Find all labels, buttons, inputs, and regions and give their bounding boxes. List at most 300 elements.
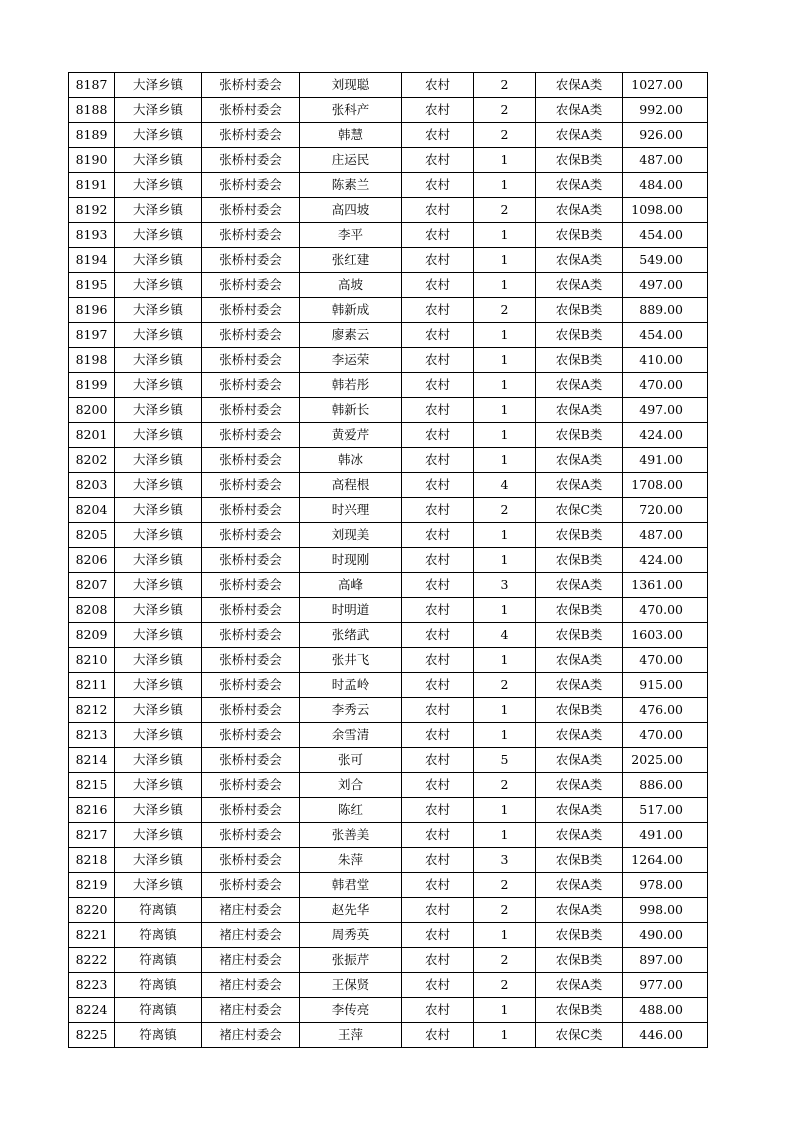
insurance-category-cell: 农保B类 (536, 423, 623, 448)
insurance-category-cell: 农保A类 (536, 573, 623, 598)
name-cell: 张善美 (300, 823, 402, 848)
insurance-category-cell: 农保B类 (536, 348, 623, 373)
household-size-cell: 2 (474, 198, 536, 223)
household-type-cell: 农村 (402, 998, 474, 1023)
amount-cell: 926.00 (623, 123, 708, 148)
serial-number-cell: 8190 (69, 148, 115, 173)
township-cell: 大泽乡镇 (115, 598, 202, 623)
serial-number-cell: 8209 (69, 623, 115, 648)
village-committee-cell: 张桥村委会 (202, 223, 300, 248)
amount-cell: 497.00 (623, 273, 708, 298)
household-size-cell: 4 (474, 623, 536, 648)
household-type-cell: 农村 (402, 248, 474, 273)
name-cell: 韩冰 (300, 448, 402, 473)
insurance-category-cell: 农保A类 (536, 98, 623, 123)
household-type-cell: 农村 (402, 773, 474, 798)
household-size-cell: 1 (474, 548, 536, 573)
serial-number-cell: 8201 (69, 423, 115, 448)
name-cell: 张振芹 (300, 948, 402, 973)
household-size-cell: 1 (474, 323, 536, 348)
table-row (69, 148, 708, 173)
household-size-cell: 1 (474, 148, 536, 173)
table-row (69, 773, 708, 798)
table-row (69, 448, 708, 473)
household-type-cell: 农村 (402, 673, 474, 698)
serial-number-cell: 8225 (69, 1023, 115, 1048)
household-type-cell: 农村 (402, 573, 474, 598)
township-cell: 符离镇 (115, 973, 202, 998)
household-type-cell: 农村 (402, 598, 474, 623)
amount-cell: 487.00 (623, 523, 708, 548)
township-cell: 大泽乡镇 (115, 148, 202, 173)
village-committee-cell: 张桥村委会 (202, 823, 300, 848)
serial-number-cell: 8223 (69, 973, 115, 998)
household-type-cell: 农村 (402, 473, 474, 498)
township-cell: 大泽乡镇 (115, 548, 202, 573)
amount-cell: 488.00 (623, 998, 708, 1023)
amount-cell: 497.00 (623, 398, 708, 423)
household-type-cell: 农村 (402, 698, 474, 723)
name-cell: 刘现聪 (300, 73, 402, 98)
household-type-cell: 农村 (402, 148, 474, 173)
amount-cell: 915.00 (623, 673, 708, 698)
table-row (69, 548, 708, 573)
serial-number-cell: 8195 (69, 273, 115, 298)
township-cell: 大泽乡镇 (115, 373, 202, 398)
serial-number-cell: 8193 (69, 223, 115, 248)
household-size-cell: 1 (474, 448, 536, 473)
household-type-cell: 农村 (402, 523, 474, 548)
township-cell: 符离镇 (115, 948, 202, 973)
table-row (69, 948, 708, 973)
village-committee-cell: 褚庄村委会 (202, 998, 300, 1023)
insurance-category-cell: 农保A类 (536, 798, 623, 823)
township-cell: 大泽乡镇 (115, 98, 202, 123)
household-size-cell: 1 (474, 398, 536, 423)
household-size-cell: 1 (474, 273, 536, 298)
table-row (69, 273, 708, 298)
household-type-cell: 农村 (402, 498, 474, 523)
table-row (69, 1023, 708, 1048)
insurance-category-cell: 农保A类 (536, 448, 623, 473)
household-type-cell: 农村 (402, 223, 474, 248)
insurance-category-cell: 农保A类 (536, 248, 623, 273)
serial-number-cell: 8196 (69, 298, 115, 323)
name-cell: 张科产 (300, 98, 402, 123)
name-cell: 张井飞 (300, 648, 402, 673)
serial-number-cell: 8208 (69, 598, 115, 623)
village-committee-cell: 张桥村委会 (202, 448, 300, 473)
village-committee-cell: 张桥村委会 (202, 373, 300, 398)
household-type-cell: 农村 (402, 648, 474, 673)
amount-cell: 2025.00 (623, 748, 708, 773)
household-size-cell: 1 (474, 248, 536, 273)
insurance-category-cell: 农保A类 (536, 773, 623, 798)
name-cell: 黄爱芹 (300, 423, 402, 448)
insurance-category-cell: 农保B类 (536, 523, 623, 548)
amount-cell: 424.00 (623, 423, 708, 448)
serial-number-cell: 8212 (69, 698, 115, 723)
amount-cell: 476.00 (623, 698, 708, 723)
serial-number-cell: 8219 (69, 873, 115, 898)
insurance-category-cell: 农保A类 (536, 648, 623, 673)
amount-cell: 470.00 (623, 373, 708, 398)
village-committee-cell: 褚庄村委会 (202, 923, 300, 948)
insurance-category-cell: 农保A类 (536, 823, 623, 848)
village-committee-cell: 张桥村委会 (202, 498, 300, 523)
household-size-cell: 2 (474, 498, 536, 523)
insurance-category-cell: 农保B类 (536, 548, 623, 573)
amount-cell: 978.00 (623, 873, 708, 898)
township-cell: 大泽乡镇 (115, 498, 202, 523)
household-type-cell: 农村 (402, 898, 474, 923)
village-committee-cell: 张桥村委会 (202, 748, 300, 773)
village-committee-cell: 张桥村委会 (202, 173, 300, 198)
village-committee-cell: 褚庄村委会 (202, 1023, 300, 1048)
name-cell: 张可 (300, 748, 402, 773)
name-cell: 韩若彤 (300, 373, 402, 398)
table-row (69, 573, 708, 598)
name-cell: 时兴理 (300, 498, 402, 523)
amount-cell: 1264.00 (623, 848, 708, 873)
table-row (69, 323, 708, 348)
village-committee-cell: 张桥村委会 (202, 473, 300, 498)
amount-cell: 998.00 (623, 898, 708, 923)
serial-number-cell: 8217 (69, 823, 115, 848)
household-size-cell: 1 (474, 648, 536, 673)
amount-cell: 889.00 (623, 298, 708, 323)
village-committee-cell: 张桥村委会 (202, 423, 300, 448)
table-row (69, 823, 708, 848)
household-type-cell: 农村 (402, 73, 474, 98)
village-committee-cell: 张桥村委会 (202, 323, 300, 348)
serial-number-cell: 8205 (69, 523, 115, 548)
township-cell: 大泽乡镇 (115, 73, 202, 98)
household-type-cell: 农村 (402, 548, 474, 573)
household-type-cell: 农村 (402, 123, 474, 148)
household-size-cell: 1 (474, 698, 536, 723)
amount-cell: 490.00 (623, 923, 708, 948)
household-type-cell: 农村 (402, 423, 474, 448)
roster-body (69, 73, 708, 1048)
village-committee-cell: 张桥村委会 (202, 298, 300, 323)
insurance-category-cell: 农保A类 (536, 473, 623, 498)
amount-cell: 886.00 (623, 773, 708, 798)
serial-number-cell: 8197 (69, 323, 115, 348)
household-type-cell: 农村 (402, 848, 474, 873)
household-size-cell: 2 (474, 673, 536, 698)
name-cell: 韩君堂 (300, 873, 402, 898)
amount-cell: 424.00 (623, 548, 708, 573)
name-cell: 高四坡 (300, 198, 402, 223)
table-row (69, 398, 708, 423)
name-cell: 刘合 (300, 773, 402, 798)
village-committee-cell: 张桥村委会 (202, 548, 300, 573)
name-cell: 时现刚 (300, 548, 402, 573)
name-cell: 周秀英 (300, 923, 402, 948)
village-committee-cell: 张桥村委会 (202, 348, 300, 373)
amount-cell: 470.00 (623, 723, 708, 748)
township-cell: 大泽乡镇 (115, 848, 202, 873)
township-cell: 大泽乡镇 (115, 423, 202, 448)
insurance-category-cell: 农保A类 (536, 748, 623, 773)
household-size-cell: 1 (474, 723, 536, 748)
amount-cell: 454.00 (623, 323, 708, 348)
name-cell: 高坡 (300, 273, 402, 298)
village-committee-cell: 张桥村委会 (202, 773, 300, 798)
village-committee-cell: 张桥村委会 (202, 798, 300, 823)
name-cell: 张绪武 (300, 623, 402, 648)
township-cell: 大泽乡镇 (115, 448, 202, 473)
village-committee-cell: 张桥村委会 (202, 523, 300, 548)
township-cell: 大泽乡镇 (115, 223, 202, 248)
household-size-cell: 1 (474, 373, 536, 398)
amount-cell: 1098.00 (623, 198, 708, 223)
amount-cell: 977.00 (623, 973, 708, 998)
household-size-cell: 3 (474, 573, 536, 598)
township-cell: 大泽乡镇 (115, 273, 202, 298)
household-size-cell: 2 (474, 98, 536, 123)
household-type-cell: 农村 (402, 623, 474, 648)
subsidy-roster-table (68, 72, 708, 1048)
amount-cell: 470.00 (623, 648, 708, 673)
name-cell: 赵先华 (300, 898, 402, 923)
serial-number-cell: 8189 (69, 123, 115, 148)
amount-cell: 1361.00 (623, 573, 708, 598)
insurance-category-cell: 农保C类 (536, 498, 623, 523)
serial-number-cell: 8224 (69, 998, 115, 1023)
table-row (69, 223, 708, 248)
household-size-cell: 1 (474, 348, 536, 373)
township-cell: 符离镇 (115, 1023, 202, 1048)
name-cell: 韩新长 (300, 398, 402, 423)
serial-number-cell: 8214 (69, 748, 115, 773)
household-type-cell: 农村 (402, 348, 474, 373)
amount-cell: 491.00 (623, 823, 708, 848)
insurance-category-cell: 农保A类 (536, 898, 623, 923)
amount-cell: 491.00 (623, 448, 708, 473)
amount-cell: 484.00 (623, 173, 708, 198)
village-committee-cell: 张桥村委会 (202, 248, 300, 273)
amount-cell: 549.00 (623, 248, 708, 273)
household-type-cell: 农村 (402, 923, 474, 948)
insurance-category-cell: 农保C类 (536, 1023, 623, 1048)
name-cell: 庄运民 (300, 148, 402, 173)
insurance-category-cell: 农保B类 (536, 148, 623, 173)
amount-cell: 992.00 (623, 98, 708, 123)
amount-cell: 897.00 (623, 948, 708, 973)
table-row (69, 473, 708, 498)
village-committee-cell: 张桥村委会 (202, 848, 300, 873)
household-size-cell: 5 (474, 748, 536, 773)
insurance-category-cell: 农保B类 (536, 598, 623, 623)
serial-number-cell: 8203 (69, 473, 115, 498)
village-committee-cell: 张桥村委会 (202, 273, 300, 298)
village-committee-cell: 张桥村委会 (202, 598, 300, 623)
township-cell: 大泽乡镇 (115, 798, 202, 823)
household-size-cell: 2 (474, 873, 536, 898)
village-committee-cell: 褚庄村委会 (202, 948, 300, 973)
name-cell: 李传亮 (300, 998, 402, 1023)
township-cell: 大泽乡镇 (115, 398, 202, 423)
township-cell: 大泽乡镇 (115, 773, 202, 798)
household-type-cell: 农村 (402, 973, 474, 998)
township-cell: 大泽乡镇 (115, 248, 202, 273)
insurance-category-cell: 农保B类 (536, 223, 623, 248)
table-row (69, 923, 708, 948)
insurance-category-cell: 农保B类 (536, 848, 623, 873)
household-size-cell: 1 (474, 598, 536, 623)
household-size-cell: 1 (474, 998, 536, 1023)
name-cell: 韩慧 (300, 123, 402, 148)
insurance-category-cell: 农保A类 (536, 873, 623, 898)
table-row (69, 648, 708, 673)
township-cell: 大泽乡镇 (115, 123, 202, 148)
village-committee-cell: 张桥村委会 (202, 623, 300, 648)
household-type-cell: 农村 (402, 873, 474, 898)
name-cell: 高峰 (300, 573, 402, 598)
household-size-cell: 1 (474, 798, 536, 823)
household-type-cell: 农村 (402, 823, 474, 848)
insurance-category-cell: 农保A类 (536, 673, 623, 698)
name-cell: 李平 (300, 223, 402, 248)
household-type-cell: 农村 (402, 748, 474, 773)
township-cell: 符离镇 (115, 898, 202, 923)
insurance-category-cell: 农保B类 (536, 998, 623, 1023)
amount-cell: 517.00 (623, 798, 708, 823)
insurance-category-cell: 农保A类 (536, 198, 623, 223)
household-type-cell: 农村 (402, 448, 474, 473)
serial-number-cell: 8199 (69, 373, 115, 398)
serial-number-cell: 8202 (69, 448, 115, 473)
serial-number-cell: 8207 (69, 573, 115, 598)
name-cell: 李运荣 (300, 348, 402, 373)
insurance-category-cell: 农保A类 (536, 723, 623, 748)
household-type-cell: 农村 (402, 798, 474, 823)
township-cell: 大泽乡镇 (115, 648, 202, 673)
table-row (69, 498, 708, 523)
name-cell: 余雪清 (300, 723, 402, 748)
township-cell: 大泽乡镇 (115, 823, 202, 848)
insurance-category-cell: 农保A类 (536, 973, 623, 998)
township-cell: 大泽乡镇 (115, 673, 202, 698)
village-committee-cell: 褚庄村委会 (202, 898, 300, 923)
village-committee-cell: 张桥村委会 (202, 73, 300, 98)
name-cell: 廖素云 (300, 323, 402, 348)
amount-cell: 454.00 (623, 223, 708, 248)
name-cell: 陈素兰 (300, 173, 402, 198)
household-size-cell: 2 (474, 298, 536, 323)
household-size-cell: 2 (474, 973, 536, 998)
name-cell: 韩新成 (300, 298, 402, 323)
township-cell: 大泽乡镇 (115, 348, 202, 373)
serial-number-cell: 8194 (69, 248, 115, 273)
household-type-cell: 农村 (402, 723, 474, 748)
insurance-category-cell: 农保B类 (536, 623, 623, 648)
insurance-category-cell: 农保A类 (536, 123, 623, 148)
township-cell: 大泽乡镇 (115, 573, 202, 598)
insurance-category-cell: 农保B类 (536, 698, 623, 723)
household-type-cell: 农村 (402, 198, 474, 223)
insurance-category-cell: 农保A类 (536, 373, 623, 398)
table-row (69, 723, 708, 748)
amount-cell: 1708.00 (623, 473, 708, 498)
table-row (69, 298, 708, 323)
table-row (69, 198, 708, 223)
township-cell: 大泽乡镇 (115, 723, 202, 748)
insurance-category-cell: 农保A类 (536, 398, 623, 423)
name-cell: 王保贤 (300, 973, 402, 998)
amount-cell: 410.00 (623, 348, 708, 373)
name-cell: 时明道 (300, 598, 402, 623)
insurance-category-cell: 农保B类 (536, 323, 623, 348)
village-committee-cell: 张桥村委会 (202, 873, 300, 898)
table-row (69, 123, 708, 148)
village-committee-cell: 张桥村委会 (202, 698, 300, 723)
serial-number-cell: 8187 (69, 73, 115, 98)
table-row (69, 848, 708, 873)
village-committee-cell: 张桥村委会 (202, 198, 300, 223)
household-size-cell: 1 (474, 423, 536, 448)
insurance-category-cell: 农保A类 (536, 73, 623, 98)
table-row (69, 998, 708, 1023)
household-type-cell: 农村 (402, 273, 474, 298)
table-row (69, 673, 708, 698)
name-cell: 张红建 (300, 248, 402, 273)
township-cell: 大泽乡镇 (115, 198, 202, 223)
township-cell: 符离镇 (115, 923, 202, 948)
household-size-cell: 2 (474, 773, 536, 798)
table-row (69, 423, 708, 448)
village-committee-cell: 张桥村委会 (202, 123, 300, 148)
village-committee-cell: 褚庄村委会 (202, 973, 300, 998)
township-cell: 符离镇 (115, 998, 202, 1023)
household-size-cell: 1 (474, 523, 536, 548)
serial-number-cell: 8216 (69, 798, 115, 823)
household-size-cell: 1 (474, 173, 536, 198)
amount-cell: 1603.00 (623, 623, 708, 648)
table-row (69, 248, 708, 273)
amount-cell: 446.00 (623, 1023, 708, 1048)
household-type-cell: 农村 (402, 948, 474, 973)
village-committee-cell: 张桥村委会 (202, 398, 300, 423)
insurance-category-cell: 农保B类 (536, 923, 623, 948)
serial-number-cell: 8218 (69, 848, 115, 873)
village-committee-cell: 张桥村委会 (202, 723, 300, 748)
township-cell: 大泽乡镇 (115, 298, 202, 323)
name-cell: 朱萍 (300, 848, 402, 873)
household-type-cell: 农村 (402, 373, 474, 398)
village-committee-cell: 张桥村委会 (202, 98, 300, 123)
table-row (69, 898, 708, 923)
table-row (69, 798, 708, 823)
household-size-cell: 2 (474, 948, 536, 973)
serial-number-cell: 8198 (69, 348, 115, 373)
insurance-category-cell: 农保A类 (536, 173, 623, 198)
township-cell: 大泽乡镇 (115, 323, 202, 348)
serial-number-cell: 8200 (69, 398, 115, 423)
serial-number-cell: 8191 (69, 173, 115, 198)
serial-number-cell: 8215 (69, 773, 115, 798)
township-cell: 大泽乡镇 (115, 523, 202, 548)
table-row (69, 373, 708, 398)
household-size-cell: 1 (474, 1023, 536, 1048)
name-cell: 李秀云 (300, 698, 402, 723)
amount-cell: 487.00 (623, 148, 708, 173)
insurance-category-cell: 农保A类 (536, 273, 623, 298)
table-row (69, 73, 708, 98)
table-row (69, 523, 708, 548)
